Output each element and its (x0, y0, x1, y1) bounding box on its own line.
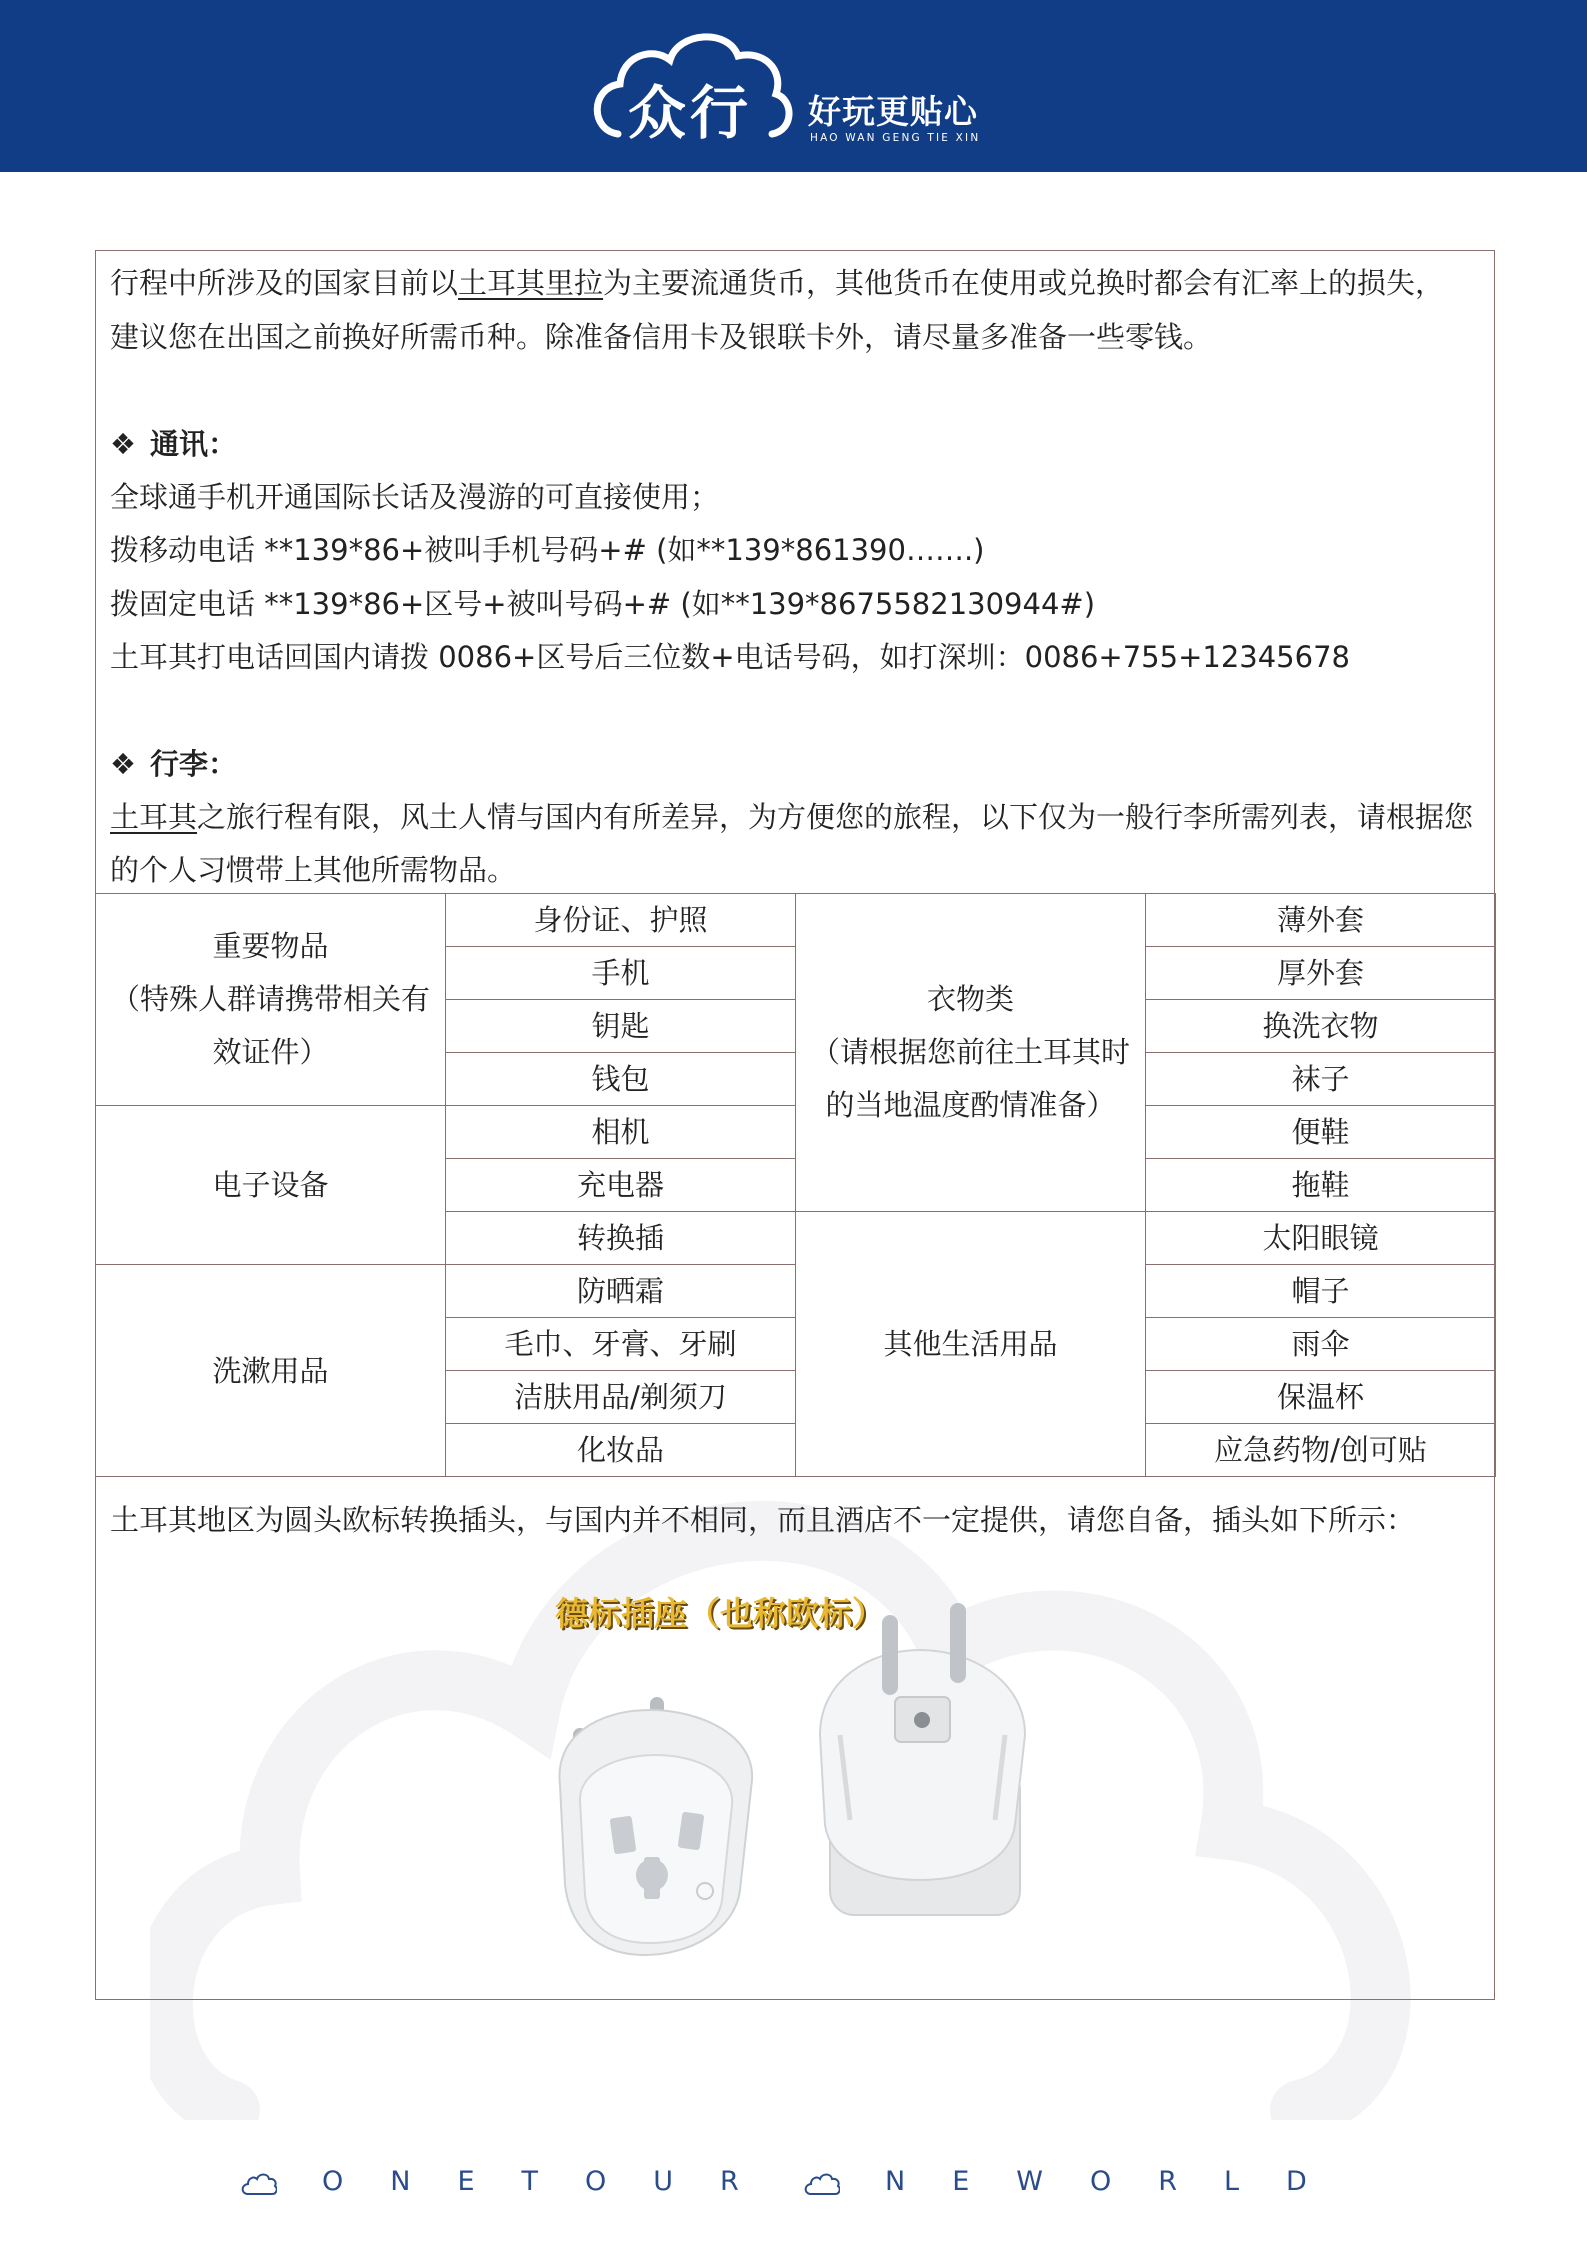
table-cell: 钥匙 (446, 1000, 796, 1053)
table-cell: 相机 (446, 1106, 796, 1159)
category-daily: 其他生活用品 (796, 1212, 1146, 1477)
table-cell: 充电器 (446, 1159, 796, 1212)
table-cell: 应急药物/创可贴 (1146, 1424, 1496, 1477)
footer-slogan-left: ONETOUR (322, 2166, 786, 2197)
diamond-bullet-icon: ❖ (110, 747, 136, 781)
table-cell: 手机 (446, 947, 796, 1000)
plug-adapter-right-icon (820, 1603, 1025, 1915)
currency-link[interactable]: 土耳其里拉 (458, 266, 604, 300)
brand-name: 众行 (628, 79, 753, 147)
communication-line: 全球通手机开通国际长话及漫游的可直接使用； (110, 480, 720, 514)
table-cell: 保温杯 (1146, 1371, 1496, 1424)
category-important (96, 894, 446, 1106)
footer-slogan-right: NEWORLD (885, 2166, 1354, 2197)
currency-text: 行程中所涉及的国家目前以 (110, 266, 459, 300)
packing-list-table (95, 893, 1496, 1477)
table-cell: 转换插 (446, 1212, 796, 1265)
table-cell: 厚外套 (1146, 947, 1496, 1000)
communication-heading (110, 418, 237, 471)
currency-line-1 (110, 257, 1444, 310)
luggage-title: 行李： (150, 747, 238, 781)
currency-line-2: 建议您在出国之前换好所需币种。除准备信用卡及银联卡外，请尽量多准备一些零钱。 (110, 320, 1213, 354)
luggage-link[interactable]: 土耳其 (110, 800, 198, 834)
category-toiletries: 洗漱用品 (96, 1265, 446, 1477)
table-cell: 防晒霜 (446, 1265, 796, 1318)
table-cell: 毛巾、牙膏、牙刷 (446, 1318, 796, 1371)
luggage-intro-text: 之旅行程有限，风土人情与国内有所差异，为方便您的旅程，以下仅为一般行李所需列表，请根据您 (197, 800, 1474, 834)
table-cell: 雨伞 (1146, 1318, 1496, 1371)
cloud-icon (804, 2172, 840, 2198)
luggage-heading (110, 738, 237, 791)
luggage-intro-line-1 (110, 791, 1473, 844)
category-note: （特殊人群请携带相关有 (110, 982, 430, 1016)
page-footer (0, 2166, 1587, 2216)
table-cell: 拖鞋 (1146, 1159, 1496, 1212)
table-cell: 便鞋 (1146, 1106, 1496, 1159)
page-header (0, 0, 1587, 172)
communication-title: 通讯： (150, 427, 238, 461)
plug-adapter-left-icon (559, 1697, 752, 1955)
table-cell: 袜子 (1146, 1053, 1496, 1106)
communication-line: 拨移动电话 **139*86+被叫手机号码+# (如**139*861390…….) (110, 533, 985, 567)
table-row (96, 894, 1496, 947)
plug-note: 土耳其地区为圆头欧标转换插头，与国内并不相同，而且酒店不一定提供，请您自备，插头如下所示： (110, 1503, 1416, 1537)
brand-logo (588, 26, 1008, 152)
communication-line: 土耳其打电话回国内请拨 0086+区号后三位数+电话号码，如打深圳：0086+755+12345678 (110, 640, 1350, 674)
brand-slogan: 好玩更贴心 (808, 92, 978, 131)
category-note: （请根据您前往土耳其时 (810, 1035, 1130, 1069)
category-note: 效证件） (212, 1035, 329, 1069)
table-cell: 身份证、护照 (446, 894, 796, 947)
diamond-bullet-icon: ❖ (110, 427, 136, 461)
table-cell: 钱包 (446, 1053, 796, 1106)
table-cell: 洁肤用品/剃须刀 (446, 1371, 796, 1424)
category-electronics: 电子设备 (96, 1106, 446, 1265)
brand-slogan-pinyin: HAO WAN GENG TIE XIN (810, 132, 981, 144)
table-cell: 帽子 (1146, 1265, 1496, 1318)
table-cell: 换洗衣物 (1146, 1000, 1496, 1053)
table-cell: 太阳眼镜 (1146, 1212, 1496, 1265)
cloud-icon (241, 2172, 277, 2198)
communication-line: 拨固定电话 **139*86+区号+被叫号码+# (如**139*8675582130944#) (110, 587, 1096, 621)
category-note: 的当地温度酌情准备） (825, 1088, 1116, 1122)
currency-text-rest: 为主要流通货币，其他货币在使用或兑换时都会有汇率上的损失， (603, 266, 1445, 300)
plug-image-caption: 德标插座（也称欧标） (555, 1594, 885, 1633)
category-label: 重要物品 (212, 929, 329, 963)
luggage-intro-line-2: 的个人习惯带上其他所需物品。 (110, 853, 517, 887)
table-cell: 薄外套 (1146, 894, 1496, 947)
plug-adapter-image (540, 1585, 1080, 1985)
table-cell: 化妆品 (446, 1424, 796, 1477)
category-clothing (796, 894, 1146, 1212)
category-label: 衣物类 (926, 982, 1014, 1016)
